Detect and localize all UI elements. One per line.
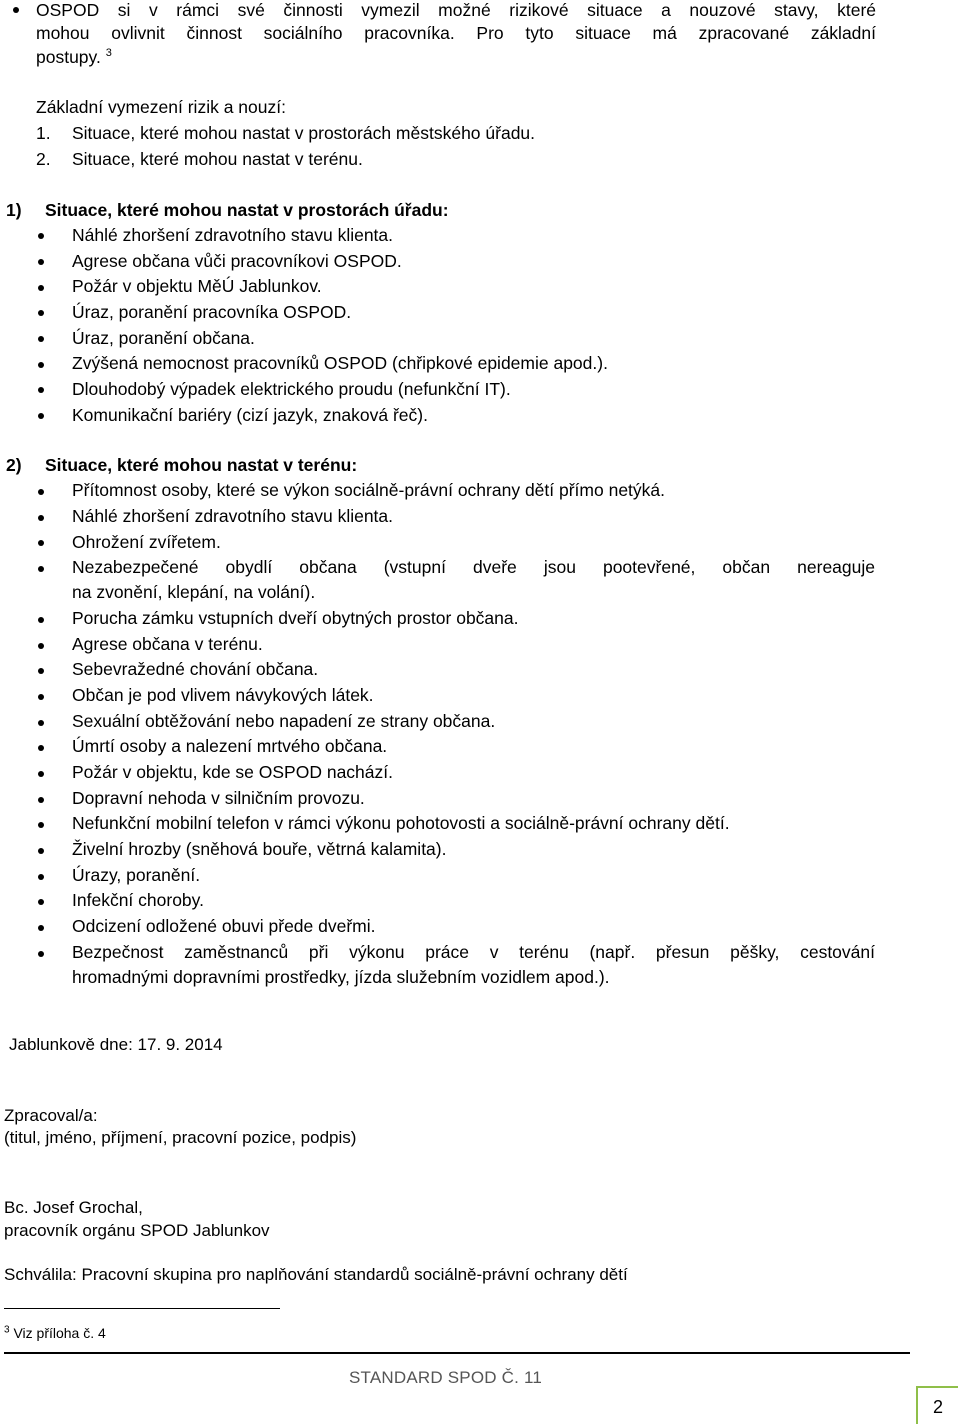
bullet-icon — [38, 668, 44, 674]
section1-item: Dlouhodobý výpadek elektrického proudu (nefunkční IT). — [72, 379, 511, 399]
section2-item: Sexuální obtěžování nebo napadení ze strany občana. — [72, 711, 496, 731]
basic-item-number: 1. — [36, 123, 51, 143]
section2-item: Živelní hrozby (sněhová bouře, větrná kalamita). — [72, 839, 447, 859]
bullet-icon — [38, 771, 44, 777]
prepared-by-label: Zpracoval/a: — [4, 1106, 98, 1125]
bullet-icon — [38, 566, 44, 572]
section1-item: Požár v objektu MěÚ Jablunkov. — [72, 276, 322, 296]
section1-item: Úraz, poranění občana. — [72, 328, 255, 348]
section2-item: Občan je pod vlivem návykových látek. — [72, 685, 374, 705]
footnote-separator — [4, 1308, 280, 1309]
intro-line: mohou ovlivnit činnost sociálního pracovníka. Pro tyto situace má zpracované základní — [36, 23, 876, 43]
bullet-icon — [38, 720, 44, 726]
bullet-icon — [38, 822, 44, 828]
section2-item: Ohrožení zvířetem. — [72, 532, 221, 552]
section2-item: Odcizení odložené obuvi přede dveřmi. — [72, 916, 376, 936]
bullet-icon — [38, 233, 44, 239]
intro-line: postupy. $^3$ — [36, 47, 112, 67]
bullet-icon — [38, 362, 44, 368]
footer-title: STANDARD SPOD Č. 11 — [349, 1368, 543, 1387]
footnote-number: 3 — [4, 1324, 10, 1336]
section1-item: Agrese občana vůči pracovníkovi OSPOD. — [72, 251, 402, 271]
bullet-icon — [38, 745, 44, 751]
prepared-by-hint: (titul, jméno, příjmení, pracovní pozice, podpis) — [4, 1128, 357, 1147]
bullet-icon — [38, 874, 44, 880]
footnote-text: Viz příloha č. 4 — [13, 1325, 106, 1341]
date-line: Jablunkově dne: 17. 9. 2014 — [9, 1035, 223, 1054]
bullet-icon — [38, 951, 44, 957]
bullet-icon — [38, 848, 44, 854]
bullet-icon — [38, 413, 44, 419]
approved-by: Schválila: Pracovní skupina pro naplňování standardů sociálně-právní ochrany dětí — [4, 1265, 628, 1284]
section2-item: Nefunkční mobilní telefon v rámci výkonu pohotovosti a sociálně-právní ochrany dětí. — [72, 813, 730, 833]
bullet-icon — [38, 540, 44, 546]
section2-item-continuation: na zvonění, klepání, na volání). — [72, 582, 316, 602]
section2-item: Sebevražedné chování občana. — [72, 659, 319, 679]
bullet-icon — [38, 617, 44, 623]
section2-item: Přítomnost osoby, které se výkon sociálně-právní ochrany dětí přímo netýká. — [72, 480, 666, 500]
section2-item: Nezabezpečené obydlí občana (vstupní dveře jsou pootevřené, občan nereaguje — [72, 557, 875, 577]
intro-line: OSPOD si v rámci své činnosti vymezil možné rizikové situace a nouzové stavy, které — [36, 0, 876, 20]
bullet-icon — [13, 7, 19, 13]
section2-item: Bezpečnost zaměstnanců při výkonu práce v terénu (např. přesun pěšky, cestování — [72, 942, 875, 962]
bullet-icon — [38, 643, 44, 649]
basic-heading: Základní vymezení rizik a nouzí: — [36, 97, 286, 117]
section1-item: Náhlé zhoršení zdravotního stavu klienta. — [72, 225, 394, 245]
author-position: pracovník orgánu SPOD Jablunkov — [4, 1221, 270, 1240]
bullet-icon — [38, 259, 44, 265]
section2-item: Infekční choroby. — [72, 890, 204, 910]
section1-heading: Situace, které mohou nastat v prostorách úřadu: — [45, 200, 449, 220]
basic-item-number: 2. — [36, 149, 51, 169]
section2-item: Požár v objektu, kde se OSPOD nachází. — [72, 762, 393, 782]
section2-item: Porucha zámku vstupních dveří obytných prostor občana. — [72, 608, 519, 628]
page-number: 2 — [916, 1386, 958, 1424]
bullet-icon — [38, 387, 44, 393]
bullet-icon — [38, 515, 44, 521]
section1-item: Úraz, poranění pracovníka OSPOD. — [72, 302, 352, 322]
section2-item: Úrazy, poranění. — [72, 865, 201, 885]
bullet-icon — [38, 925, 44, 931]
bullet-icon — [38, 899, 44, 905]
bullet-icon — [38, 336, 44, 342]
author-name: Bc. Josef Grochal, — [4, 1198, 143, 1217]
bullet-icon — [38, 797, 44, 803]
section2-item: Náhlé zhoršení zdravotního stavu klienta. — [72, 506, 394, 526]
section1-item: Komunikační bariéry (cizí jazyk, znaková řeč). — [72, 405, 428, 425]
section2-item: Dopravní nehoda v silničním provozu. — [72, 788, 365, 808]
section2-item: Úmrtí osoby a nalezení mrtvého občana. — [72, 736, 388, 756]
basic-item-text: Situace, které mohou nastat v prostorách městského úřadu. — [72, 123, 536, 143]
bullet-icon — [38, 285, 44, 291]
section2-item: Agrese občana v terénu. — [72, 634, 263, 654]
section1-number: 1) — [6, 200, 22, 220]
section1-item: Zvýšená nemocnost pracovníků OSPOD (chřipkové epidemie apod.). — [72, 353, 608, 373]
section2-heading: Situace, které mohou nastat v terénu: — [45, 455, 358, 475]
footer-rule — [4, 1352, 910, 1354]
footnote — [4, 1321, 106, 1346]
section2-number: 2) — [6, 455, 22, 475]
footnote-reference[interactable]: 3 — [105, 47, 112, 60]
bullet-icon — [38, 694, 44, 700]
bullet-icon — [38, 489, 44, 495]
bullet-icon — [38, 310, 44, 316]
section2-item-continuation: hromadnými dopravními prostředky, jízda služebním vozidlem apod.). — [72, 967, 610, 987]
basic-item-text: Situace, které mohou nastat v terénu. — [72, 149, 363, 169]
